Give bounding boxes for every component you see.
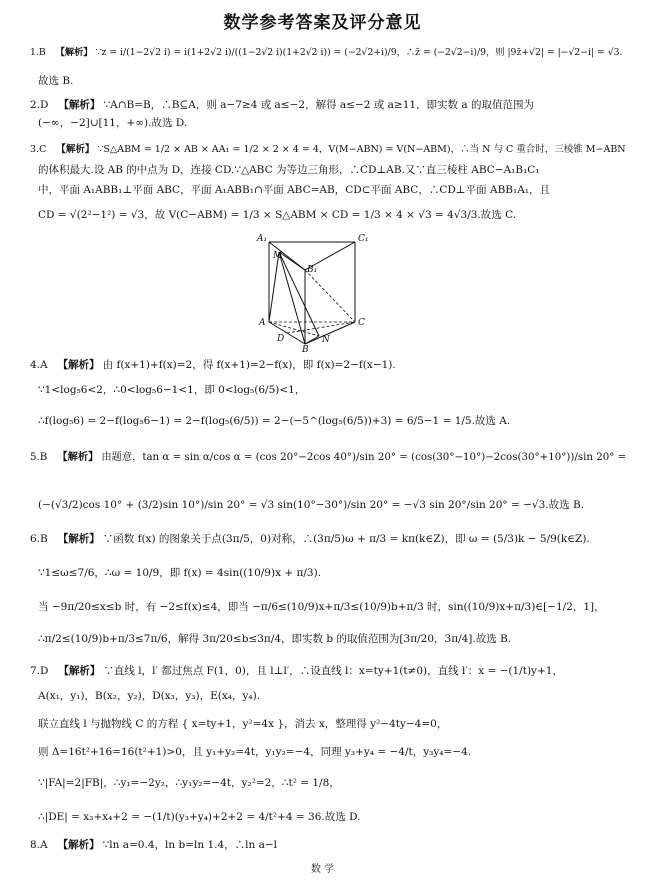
problem-2-line-1: 2.D 【解析】 ∵A∩B=B，∴B⊆A，则 a−7≥4 或 a≤−2，解得 a≤−2 或 a≥11，即实数 a 的取值范围为: [30, 99, 534, 111]
label-n: N: [322, 335, 330, 345]
problem-3-line-4: CD = √(2²−1²) = √3，故 V(C−ABM) = 1/3 × S△ABM × CD = 1/3 × 4 × √3 = 4√3/3.故选 C.: [38, 209, 517, 221]
problem-4-line-1: 4.A 【解析】 由 f(x+1)+f(x)=2，得 f(x+1)=2−f(x)，即 f(x)=2−f(x−1).: [30, 359, 396, 371]
prism-figure: [255, 232, 375, 352]
problem-7-line-5: ∵|FA|=2|FB|，∴y₁=−2y₂，∴y₁y₂=−4t，y₂²=2，∴t² = 1/8，: [38, 777, 340, 789]
label-b: B: [302, 345, 309, 352]
problem-3-line-3: 中，平面 A₁ABB₁⊥平面 ABC，平面 A₁ABB₁∩平面 ABC=AB，CD⊂平面 ABC，∴CD⊥平面 ABB₁A₁，且: [38, 184, 551, 196]
page-footer: 数 学: [310, 864, 335, 875]
problem-3-line-1: 3.C 【解析】 ∵S△ABM = 1/2 × AB × AA₁ = 1/2 × 2 × 4 = 4，V(M−ABN) = V(N−ABM)，∴当 N 与 C 重合时，三棱锥 M−ABN: [30, 144, 626, 155]
edge-bc: [305, 322, 355, 344]
problem-5-line-2: (−(√3/2)cos 10° + (3/2)sin 10°)/sin 20° = √3 sin(10°−30°)/sin 20° = −√3 sin 20°/sin 20° = −√3.故选 B.: [38, 499, 585, 511]
problem-8-line-1: 8.A 【解析】 ∵ln a=0.4，ln b=ln 1.4，∴ln a−l: [30, 839, 278, 851]
problem-1-line-2: 故选 B.: [38, 75, 74, 87]
label-b1: B₁: [307, 265, 318, 275]
problem-3-line-2: 的体积最大.设 AB 的中点为 D，连接 CD.∵△ABC 为等边三角形，∴CD⊥AB.又∵直三棱柱 ABC−A₁B₁C₁: [38, 164, 540, 176]
edge-b1c-hidden: [305, 270, 355, 322]
problem-7-line-3: 联立直线 l 与抛物线 C 的方程 { x=ty+1，y²=4x }，消去 x，整理得 y²−4ty−4=0，: [38, 718, 448, 730]
label-a: A: [259, 318, 266, 328]
problem-6-line-4: ∴π/2≤(10/9)b+π/3≤7π/6，解得 3π/20≤b≤3π/4，即实数 b 的取值范围为[3π/20，3π/4].故选 B.: [38, 633, 512, 645]
problem-7-line-6: ∴|DE| = x₃+x₄+2 = −(1/t)(y₃+y₄)+2+2 = 4/t²+4 = 36.故选 D.: [38, 811, 361, 823]
page-title: 数学参考答案及评分意见: [223, 13, 422, 33]
label-c1: C₁: [358, 234, 369, 244]
problem-5-line-1: 5.B 【解析】 由题意，tan α = sin α/cos α = (cos 20°−2cos 40°)/sin 20° = (cos(30°−10°)−2cos(30°+10°))/sin 20° =: [30, 451, 627, 463]
problem-2-line-2: (−∞，−2]∪[11，+∞).故选 D.: [38, 117, 188, 129]
edge-ma: [269, 252, 279, 322]
label-d: D: [277, 334, 285, 344]
problem-7-line-1: 7.D 【解析】 ∵直线 l，l′ 都过焦点 F(1，0)，且 l⊥l′，∴设直线 l：x=ty+1(t≠0)，直线 l′：x = −(1/t)y+1，: [30, 665, 563, 677]
problem-7-line-4: 则 Δ=16t²+16=16(t²+1)>0，且 y₁+y₂=4t，y₁y₂=−4，同理 y₃+y₄ = −4/t，y₃y₄=−4.: [38, 746, 472, 758]
problem-6-line-2: ∵1≤ω≤7/6，∴ω = 10/9，即 f(x) = 4sin((10/9)x + π/3).: [38, 567, 322, 579]
problem-7-line-2: A(x₁，y₁)，B(x₂，y₂)，D(x₃，y₃)，E(x₄，y₄).: [38, 690, 261, 702]
label-m: M: [273, 251, 283, 261]
problem-4-line-2: ∵1<log₅6<2，∴0<log₅6−1<1，即 0<log₅(6/5)<1，: [38, 384, 306, 396]
label-c: C: [358, 318, 365, 328]
problem-6-line-3: 当 −9π/20≤x≤b 时，有 −2≤f(x)≤4，即当 −π/6≤(10/9)x+π/3≤(10/9)b+π/3 时，sin((10/9)x+π/3)∈[−1/2，1]，: [38, 601, 605, 613]
problem-6-line-1: 6.B 【解析】 ∵函数 f(x) 的图象关于点(3π/5，0)对称，∴(3π/5)ω + π/3 = kπ(k∈Z)，即 ω = (5/3)k − 5/9(k∈Z).: [30, 533, 590, 545]
problem-1-line-1: 1.B 【解析】 ∵z = i/(1−2√2 i) = i(1+2√2 i)/((1−2√2 i)(1+2√2 i)) = (−2√2+i)/9，∴z̄ = (−2√2−i)/9，则 |9z̄+√2| = |−√2−i| = √3.: [30, 47, 623, 58]
label-a1: A₁: [257, 234, 268, 244]
edge-dc-hidden: [287, 322, 355, 333]
problem-4-line-3: ∴f(log₅6) = 2−f(log₅6−1) = 2−f(log₅(6/5)) = 2−(−5^(log₅(6/5))+3) = 6/5−1 = 1/5.故选 A.: [38, 415, 511, 427]
edge-bn: [305, 336, 319, 344]
